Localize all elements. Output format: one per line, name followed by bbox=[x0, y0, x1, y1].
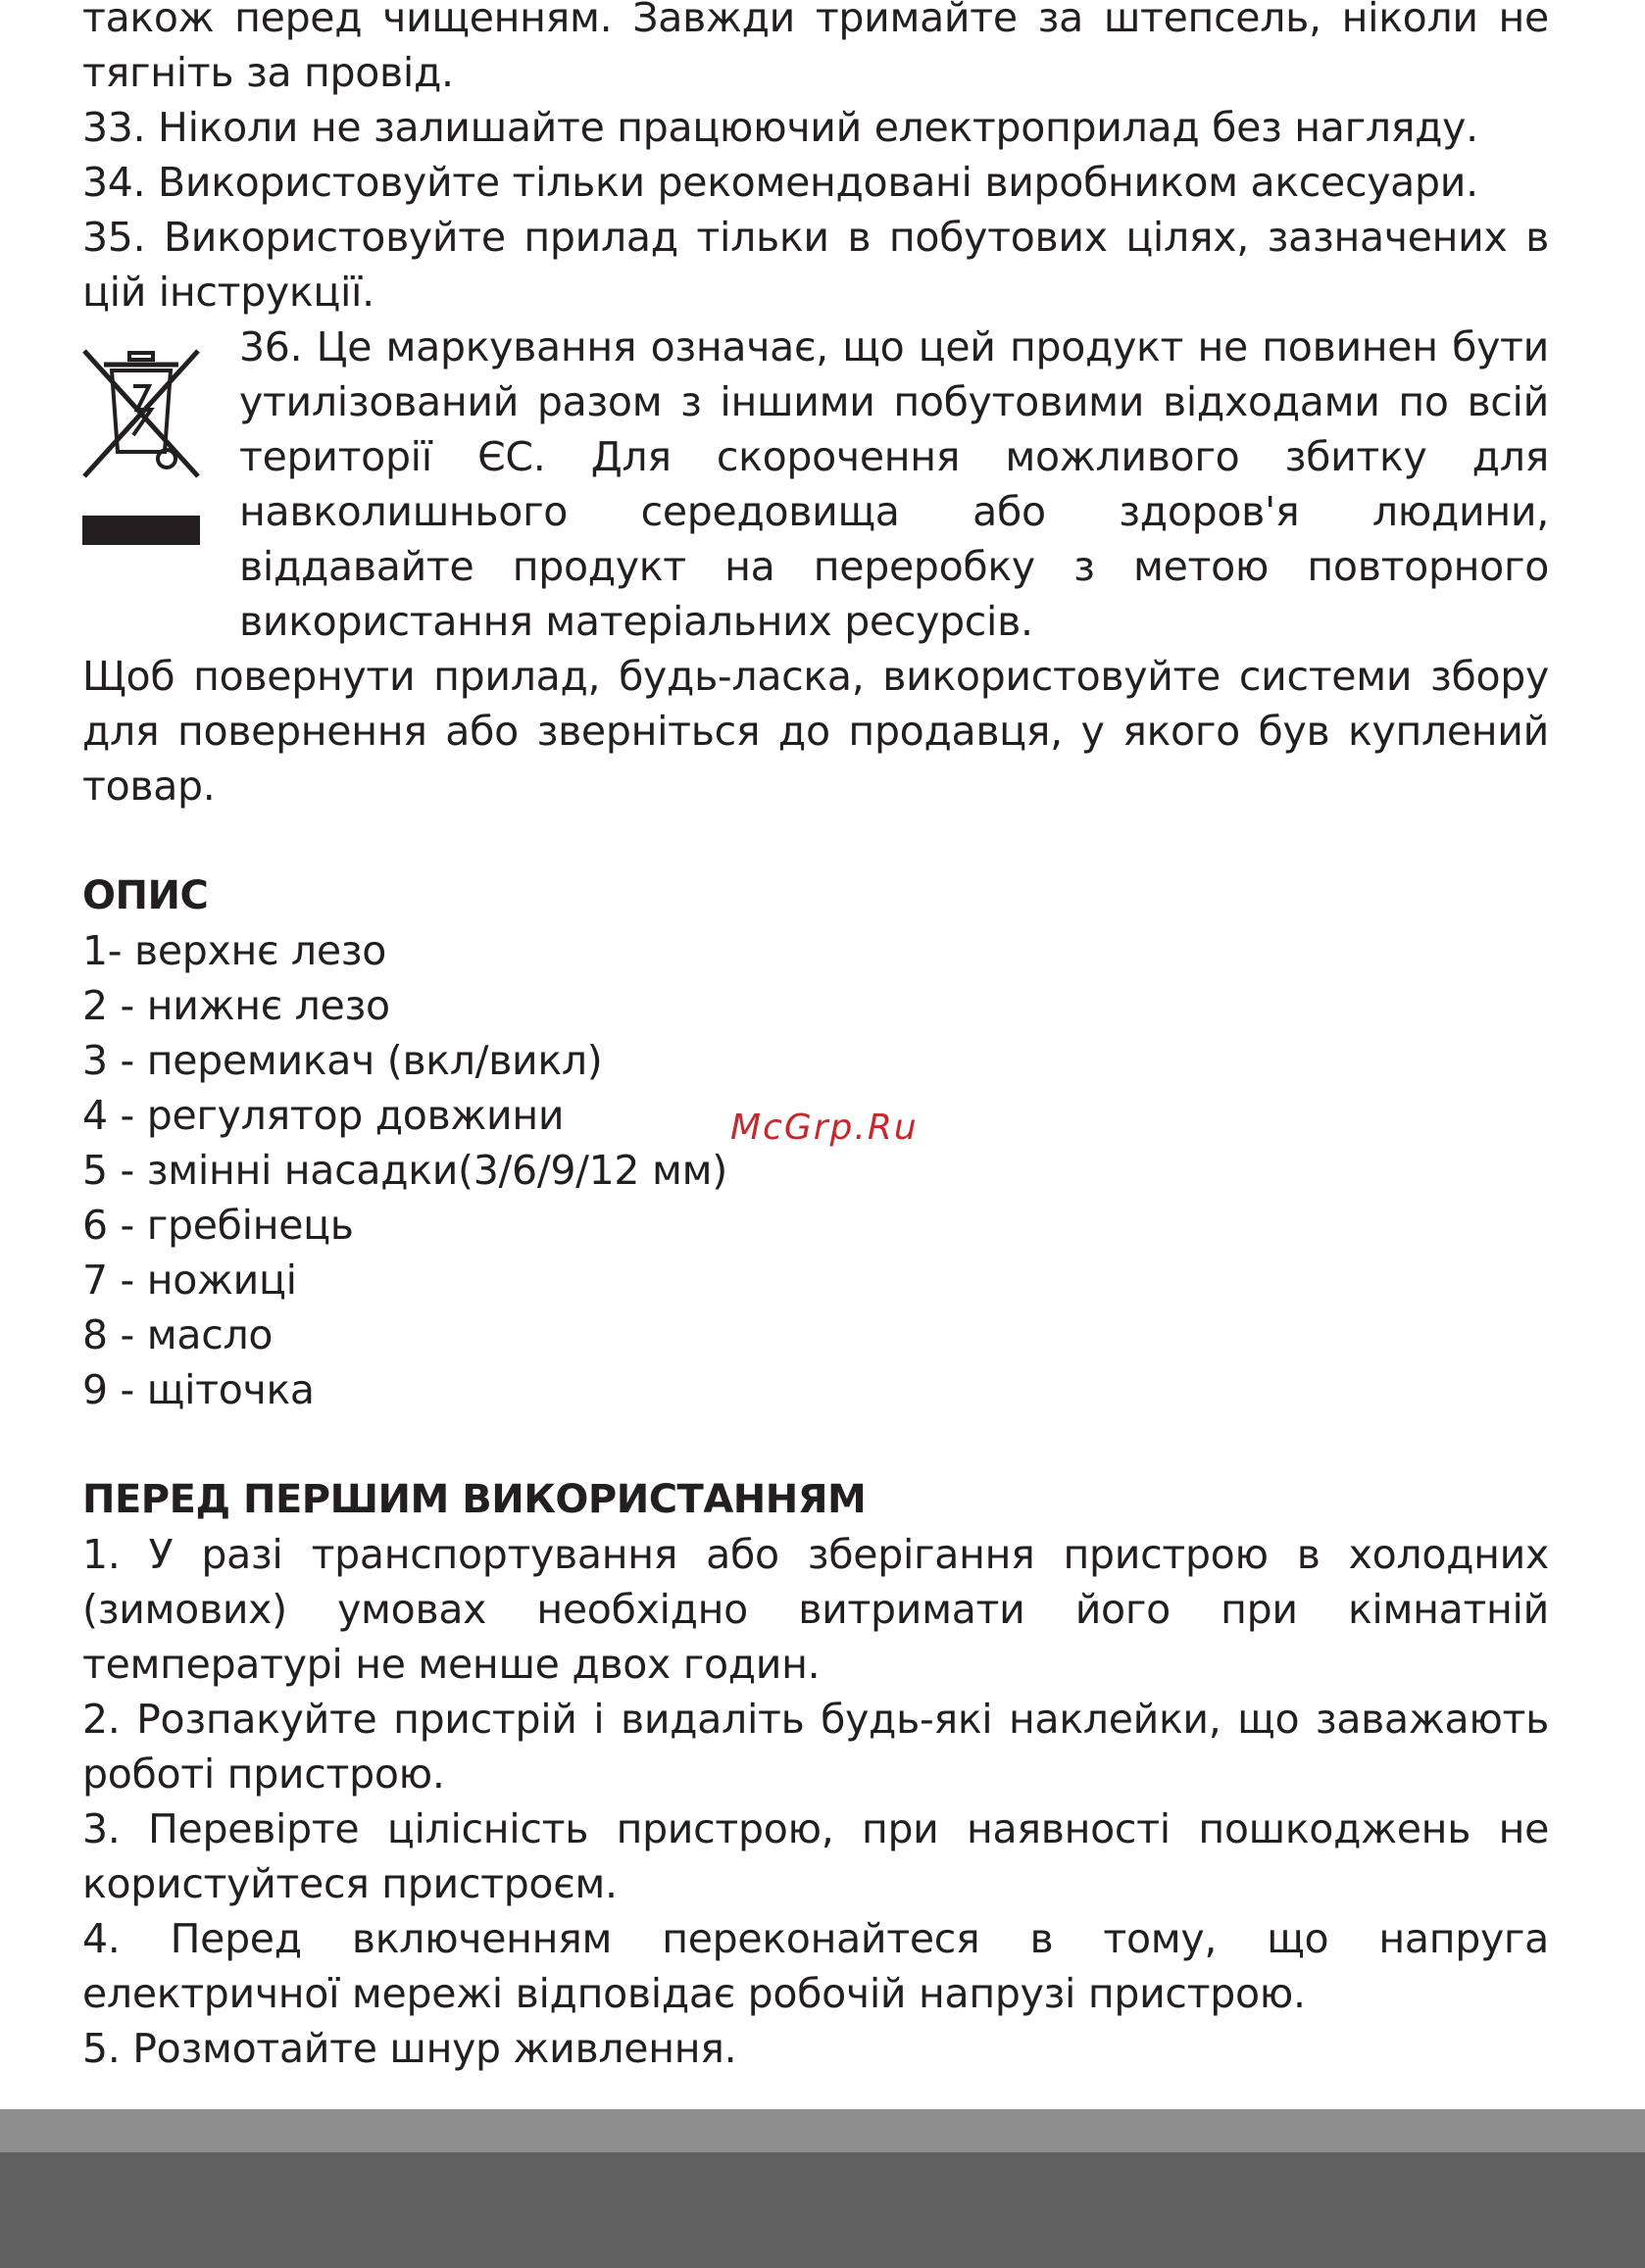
manual-page bbox=[82, 0, 1549, 2076]
footer-band-light bbox=[0, 2109, 1645, 2152]
safety-item-34: 34. Використовуйте тільки рекомендовані виробником аксесуари. bbox=[82, 159, 1478, 206]
description-list bbox=[82, 923, 1549, 1417]
list-item: 9 - щіточка bbox=[82, 1366, 315, 1413]
before-use-heading: ПЕРЕД ПЕРШИМ ВИКОРИСТАННЯМ bbox=[82, 1477, 867, 1522]
list-item: 6 - гребінець bbox=[82, 1202, 354, 1249]
crossed-bin-icon bbox=[82, 349, 200, 549]
list-item: 5. Розмотайте шнур живлення. bbox=[82, 2025, 737, 2072]
list-item: 1. У разі транспортування або зберігання пристрою в холодних (зимових) умовах необхідно витримати його при кімнатній температурі не менше двох годин. bbox=[82, 1531, 1549, 1688]
list-item: 3. Перевірте цілісність пристрою, при наявності пошкоджень не користуйтеся пристроєм. bbox=[82, 1805, 1549, 1907]
safety-item-36: 36. Це маркування означає, що цей продукт не повинен бути утилізований разом з іншими побутовими відходами по всій території ЄС. Для скорочення можливого збитку для навколишнього середовища або здоров'я людини, віддавайте продукт на переробку з метою повторного використання матеріальних ресурсів. bbox=[239, 323, 1549, 645]
description-heading: ОПИС bbox=[82, 873, 209, 918]
footer-band-dark bbox=[0, 2152, 1645, 2268]
list-item: 5 - змінні насадки(3/6/9/12 мм) bbox=[82, 1147, 727, 1194]
list-item: 2 - нижнє лезо bbox=[82, 982, 390, 1029]
list-item: 1- верхнє лезо bbox=[82, 927, 387, 974]
weee-notice bbox=[82, 320, 1549, 649]
list-item: 7 - ножиці bbox=[82, 1257, 297, 1304]
return-note: Щоб повернути прилад, будь-ласка, використовуйте системи збору для повернення або зверніться до продавця, у якого був куплений товар. bbox=[82, 653, 1549, 810]
watermark-text: McGrp.Ru bbox=[730, 1108, 919, 1148]
list-item: 3 - перемикач (вкл/викл) bbox=[82, 1037, 603, 1084]
before-use-list bbox=[82, 1527, 1549, 2076]
safety-item-33: 33. Ніколи не залишайте працюючий електроприлад без нагляду. bbox=[82, 104, 1478, 151]
list-item: 4. Перед включенням переконайтеся в тому, що напруга електричної мережі відповідає робочій напрузі пристрою. bbox=[82, 1915, 1549, 2017]
list-item: 8 - масло bbox=[82, 1311, 274, 1358]
safety-item-35: 35. Використовуйте прилад тільки в побутових цілях, зазначених в цій інструкції. bbox=[82, 214, 1549, 316]
list-item: 4 - регулятор довжини bbox=[82, 1092, 565, 1139]
paragraph-continuation: також перед чищенням. Завжди тримайте за штепсель, ніколи не тягніть за провід. bbox=[82, 0, 1549, 96]
list-item: 2. Розпакуйте пристрій і видаліть будь-які наклейки, що заважають роботі пристрою. bbox=[82, 1696, 1549, 1798]
